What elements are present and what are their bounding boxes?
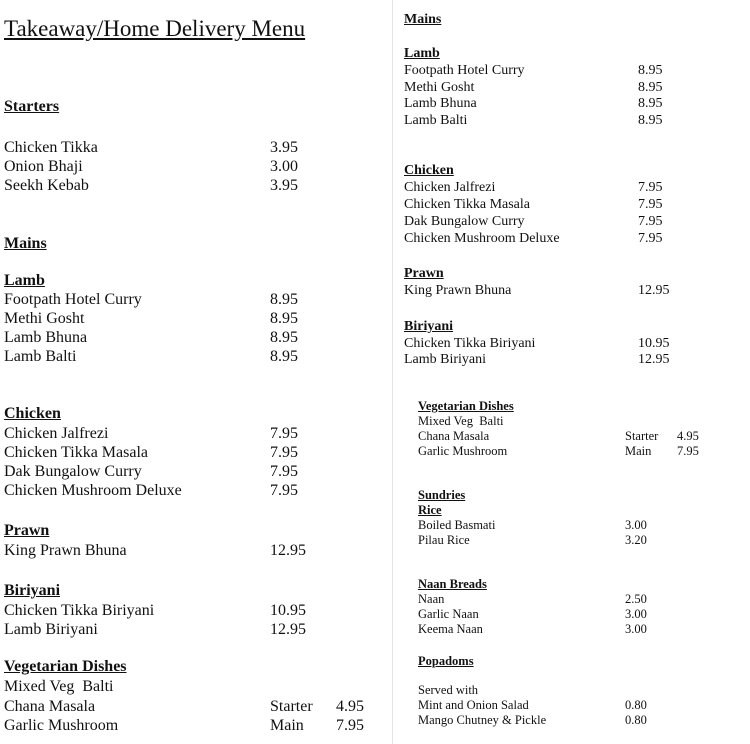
menu-item-name: Chicken Jalfrezi xyxy=(4,425,109,442)
menu-item-price: 8.95 xyxy=(638,113,663,128)
menu-item-price: 7.95 xyxy=(638,231,663,246)
menu-item-price: 12.95 xyxy=(638,283,670,298)
category-heading-lamb: Lamb xyxy=(404,46,440,61)
category-heading-popadoms: Popadoms xyxy=(418,654,474,668)
menu-item-name: Chicken Mushroom Deluxe xyxy=(404,231,560,246)
menu-item-name: Footpath Hotel Curry xyxy=(4,291,142,308)
menu-item-name: Lamb Balti xyxy=(4,348,77,365)
menu-item-price: 8.95 xyxy=(270,291,298,308)
page-title: Takeaway/Home Delivery Menu xyxy=(4,16,306,41)
menu-item-size: Starter xyxy=(270,698,313,715)
menu-item-price: 7.95 xyxy=(677,444,699,458)
section-heading-starters: Starters xyxy=(4,98,60,115)
menu-item-name: Dak Bungalow Curry xyxy=(4,463,142,480)
menu-item-price: 8.95 xyxy=(638,96,663,111)
menu-item-name: Garlic Mushroom xyxy=(4,717,119,734)
menu-item-price: 12.95 xyxy=(270,621,306,638)
menu-item-name: Chicken Mushroom Deluxe xyxy=(4,482,182,499)
menu-item-price: 3.00 xyxy=(625,518,647,532)
menu-item-name: Footpath Hotel Curry xyxy=(404,63,525,78)
menu-right-column xyxy=(393,0,750,744)
menu-item-price: 10.95 xyxy=(638,336,670,351)
menu-item-name: Chicken Tikka xyxy=(4,139,98,156)
menu-item-price: 2.50 xyxy=(625,592,647,606)
section-heading-mains: Mains xyxy=(4,235,47,252)
menu-item-price: 8.95 xyxy=(638,63,663,78)
menu-item-name: Mango Chutney & Pickle xyxy=(418,713,547,727)
menu-item-name: Chicken Tikka Masala xyxy=(4,444,148,461)
category-heading-biriyani: Biriyani xyxy=(4,582,61,599)
menu-item-name: King Prawn Bhuna xyxy=(404,283,512,298)
menu-item-price: 10.95 xyxy=(270,602,306,619)
menu-item-name: Methi Gosht xyxy=(4,310,85,327)
menu-item-price: 8.95 xyxy=(270,310,298,327)
menu-item-price: 3.95 xyxy=(270,177,298,194)
menu-item-name: Chicken Tikka Biriyani xyxy=(404,336,536,351)
menu-item-name: Methi Gosht xyxy=(404,80,475,95)
menu-item-price: 4.95 xyxy=(677,429,699,443)
menu-item-name: Lamb Biriyani xyxy=(404,352,487,367)
menu-item-name: King Prawn Bhuna xyxy=(4,542,127,559)
menu-item-price: 7.95 xyxy=(270,482,298,499)
menu-item-price: 8.95 xyxy=(270,348,298,365)
menu-item-name: Keema Naan xyxy=(418,622,483,636)
menu-item-price: 3.00 xyxy=(625,607,647,621)
menu-item-price: 7.95 xyxy=(638,197,663,212)
menu-item-name: Garlic Mushroom xyxy=(418,444,508,458)
menu-item-price: 7.95 xyxy=(270,463,298,480)
menu-item-price: 7.95 xyxy=(270,444,298,461)
menu-item-name: Chicken Jalfrezi xyxy=(404,180,496,195)
menu-item-name: Seekh Kebab xyxy=(4,177,89,194)
menu-item-size: Starter xyxy=(625,429,659,443)
category-heading-chicken: Chicken xyxy=(4,405,61,422)
category-heading-lamb: Lamb xyxy=(4,272,45,289)
menu-item-name: Garlic Naan xyxy=(418,607,479,621)
menu-item-name: Mint and Onion Salad xyxy=(418,698,529,712)
section-heading-mains: Mains xyxy=(404,12,442,27)
menu-item-name: Naan xyxy=(418,592,445,606)
menu-item-price: 12.95 xyxy=(270,542,306,559)
section-heading-sundries: Sundries xyxy=(418,488,466,502)
menu-item-name: Lamb Bhuna xyxy=(404,96,477,111)
category-heading-prawn: Prawn xyxy=(404,266,444,281)
popadoms-note: Served with xyxy=(418,683,479,697)
menu-item-price: 4.95 xyxy=(336,698,364,715)
menu-item-price: 0.80 xyxy=(625,713,647,727)
menu-item-name: Boiled Basmati xyxy=(418,518,496,532)
menu-item-name: Chana Masala xyxy=(4,698,96,715)
menu-item-price: 8.95 xyxy=(270,329,298,346)
category-heading-vegetarian: Vegetarian Dishes xyxy=(4,658,127,675)
category-heading-biriyani: Biriyani xyxy=(404,319,454,334)
menu-item-price: 3.20 xyxy=(625,533,647,547)
menu-item-price: 7.95 xyxy=(638,180,663,195)
menu-item-price: 0.80 xyxy=(625,698,647,712)
menu-item-size: Main xyxy=(625,444,652,458)
menu-item-price: 7.95 xyxy=(270,425,298,442)
menu-item-name: Chicken Tikka Biriyani xyxy=(4,602,155,619)
menu-item-name: Lamb Balti xyxy=(404,113,468,128)
menu-item-price: 3.00 xyxy=(625,622,647,636)
menu-item-price: 12.95 xyxy=(638,352,670,367)
category-heading-rice: Rice xyxy=(418,503,442,517)
menu-item-price: 8.95 xyxy=(638,80,663,95)
menu-item-name: Lamb Bhuna xyxy=(4,329,88,346)
menu-item-price: 7.95 xyxy=(638,214,663,229)
menu-item-name: Onion Bhaji xyxy=(4,158,83,175)
menu-item-name: Dak Bungalow Curry xyxy=(404,214,525,229)
category-heading-vegetarian: Vegetarian Dishes xyxy=(418,399,514,413)
menu-item-name: Chicken Tikka Masala xyxy=(404,197,530,212)
menu-item-name: Chana Masala xyxy=(418,429,490,443)
menu-item-size: Main xyxy=(270,717,304,734)
menu-item-name: Mixed Veg Balti xyxy=(418,414,504,428)
menu-item-price: 7.95 xyxy=(336,717,364,734)
menu-item-price: 3.95 xyxy=(270,139,298,156)
menu-item-name: Mixed Veg Balti xyxy=(4,678,114,695)
category-heading-chicken: Chicken xyxy=(404,163,454,178)
category-heading-naan-breads: Naan Breads xyxy=(418,577,487,591)
menu-item-name: Lamb Biriyani xyxy=(4,621,98,638)
category-heading-prawn: Prawn xyxy=(4,522,50,539)
menu-item-name: Pilau Rice xyxy=(418,533,470,547)
menu-item-price: 3.00 xyxy=(270,158,298,175)
